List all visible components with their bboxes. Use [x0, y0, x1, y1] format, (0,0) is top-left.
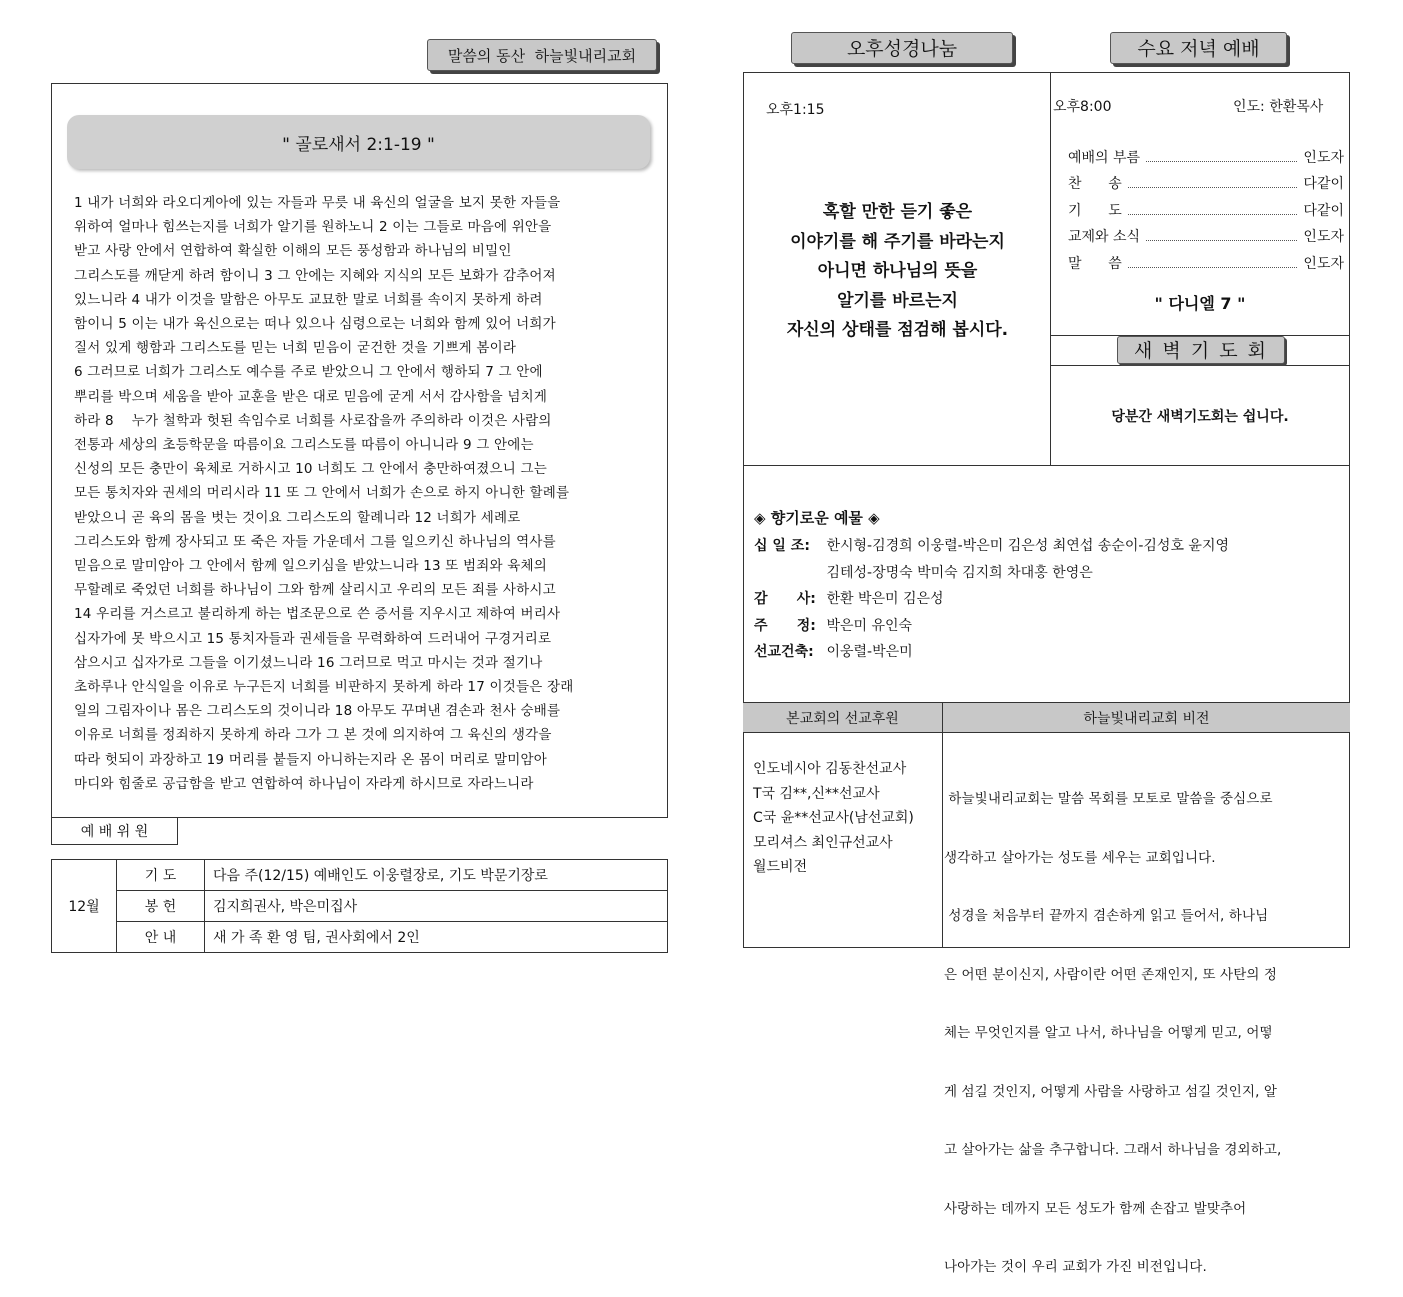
leader-dots [1128, 187, 1298, 188]
scripture-title: " 골로새서 2:1-19 " [282, 134, 435, 155]
table-row [52, 860, 668, 891]
offering-label: 선교건축: [754, 644, 814, 660]
order-who: 인도자 [1303, 229, 1344, 245]
duty-role: 안 내 [117, 922, 205, 953]
list-item: 모리셔스 최인규선교사 [753, 834, 893, 851]
message-line: 알기를 바르는지 [837, 290, 958, 311]
vision-line: 게 섬길 것인지, 어떻게 사람을 사랑하고 섬길 것인지, 알 [944, 1083, 1278, 1100]
order-label: 말 씀 [1068, 255, 1122, 272]
order-label: 찬 송 [1068, 176, 1122, 192]
leader-dots [1146, 240, 1297, 241]
order-item [1068, 140, 1344, 167]
dawn-prayer-label [1117, 336, 1285, 364]
offering-names: 한시형-김경희 이웅렬-박은미 김은성 최연섭 송순이-김성호 윤지영 [826, 538, 1230, 554]
afternoon-bible-label [791, 32, 1013, 64]
order-who: 인도자 [1303, 149, 1344, 166]
offering-row [754, 613, 1344, 640]
list-item: C국 윤**선교사(남선교회) [753, 810, 914, 826]
dawn-divider-bottom [1050, 365, 1350, 366]
offering-list [754, 533, 1344, 666]
church-banner-text: 말씀의 동산 하늘빛내리교회 [447, 47, 637, 65]
scripture-line: 받았으니 곧 육의 몸을 벗는 것이요 그리스도의 할례니라 12 너희가 세례로 [74, 509, 521, 526]
offering-names: 이웅렬-박은미 [826, 644, 913, 660]
duty-label-text: 예 배 위 원 [80, 824, 149, 840]
scripture-line: 14 우리를 거스르고 불리하게 하는 법조문으로 쓴 증서를 지우시고 제하여 버리사 [74, 606, 561, 623]
order-who: 다같이 [1303, 176, 1344, 192]
scripture-line: 십자가에 못 박으시고 15 통치자들과 권세들을 무력화하여 드러내어 구경거리로 [74, 630, 552, 647]
vision-line: 체는 무엇인지를 알고 나서, 하나님을 어떻게 믿고, 어떻 [944, 1025, 1273, 1041]
list-item: 인도네시아 김동찬선교사 [753, 761, 907, 777]
offering-label: 십 일 조: [754, 538, 810, 554]
church-banner [427, 39, 657, 71]
dawn-prayer-label-text: 새 벽 기 도 회 [1134, 340, 1268, 362]
scripture-line: 위하여 얼마나 힘쓰는지를 너희가 알기를 원하노니 2 이는 그들로 마음에 위안을 [74, 219, 552, 236]
vision-line: 생각하고 살아가는 성도를 세우는 교회입니다. [944, 849, 1216, 866]
vision-line: 사랑하는 데까지 모든 성도가 함께 손잡고 발맞추어 [944, 1200, 1247, 1217]
mission-list [753, 757, 914, 880]
leader-dots [1128, 214, 1298, 215]
scripture-line: 초하루나 안식일을 이유로 누구든지 너희를 비판하지 못하게 하라 17 이것들은 장래 [74, 679, 574, 696]
duty-label [51, 817, 178, 845]
order-of-service [1068, 140, 1344, 273]
scripture-title-bar [67, 115, 650, 169]
offering-label: 감 사: [754, 591, 816, 607]
scripture-line: 전통과 세상의 초등학문을 따름이요 그리스도를 따름이 아니니라 9 그 안에는 [74, 437, 534, 454]
scripture-line: 질서 있게 행함과 그리스도를 믿는 너희 믿음이 굳건한 것을 기쁘게 봄이라 [74, 340, 517, 357]
leader-dots [1128, 267, 1298, 268]
message-line: 이야기를 해 주기를 바라는지 [790, 231, 1005, 252]
vision-line: 나아가는 것이 우리 교회가 가진 비전입니다. [944, 1259, 1207, 1275]
offering-row [754, 560, 1344, 587]
scripture-line: 있느니라 4 내가 이것을 말함은 아무도 교묘한 말로 너희를 속이지 못하게 하려 [74, 291, 543, 308]
scripture-line: 마디와 힘줄로 공급함을 받고 연합하여 하나님이 자라게 하시므로 자라느니라 [74, 775, 534, 792]
offering-label: 주 정: [754, 617, 816, 634]
scripture-line: 함이니 5 이는 내가 육신으로는 떠나 있으나 심령으로는 너희와 함께 있어 너희가 [74, 316, 556, 333]
scripture-line: 신성의 모든 충만이 육체로 거하시고 10 너희도 그 안에서 충만하여졌으니 그는 [74, 461, 547, 478]
offering-row [754, 639, 1344, 666]
order-who: 다같이 [1303, 202, 1344, 219]
vision-line: 하늘빛내리교회는 말씀 목회를 모토로 말씀을 중심으로 [944, 791, 1273, 807]
scripture-line: 무할례로 죽었던 너희를 하나님이 그와 함께 살리시고 우리의 모든 죄를 사하시고 [74, 582, 556, 599]
evening-time: 오후8:00 [1053, 99, 1112, 115]
order-item [1068, 220, 1344, 247]
duty-table [51, 859, 668, 953]
evening-leader: 인도: 한환목사 [1233, 99, 1324, 115]
table-row [52, 922, 668, 953]
vision-line: 고 살아가는 삶을 추구합니다. 그래서 하나님을 경외하고, [944, 1142, 1282, 1158]
scripture-line: 6 그러므로 너희가 그리스도 예수를 주로 받았으니 그 안에서 행하되 7 그 안에 [74, 364, 543, 381]
scripture-line: 하라 8 누가 철학과 헛된 속임수로 너희를 사로잡을까 주의하라 이것은 사람의 [74, 412, 552, 429]
offering-names: 박은미 유인숙 [826, 617, 913, 634]
mission-header: 본교회의 선교후원 [786, 711, 899, 727]
scripture-line: 그리스도를 깨닫게 하려 함이니 3 그 안에는 지혜와 지식의 모든 보화가 감추어져 [74, 267, 556, 284]
order-item [1068, 167, 1344, 194]
wednesday-service-label [1110, 32, 1287, 64]
order-item [1068, 193, 1344, 220]
order-who: 인도자 [1303, 255, 1344, 272]
scripture-line: 이유로 너희를 정죄하지 못하게 하라 그가 그 본 것에 의지하여 그 육신의 생각을 [74, 727, 552, 744]
offering-row [754, 533, 1344, 560]
duty-role: 봉 헌 [117, 891, 205, 922]
order-label: 예배의 부름 [1068, 149, 1141, 166]
afternoon-bible-label-text: 오후성경나눔 [846, 38, 958, 60]
scripture-line: 받고 사랑 안에서 연합하여 확실한 이해의 모든 풍성함과 하나님의 비밀인 [74, 243, 512, 260]
message-line: 자신의 상태를 점검해 봅시다. [786, 320, 1009, 340]
duty-detail: 다음 주(12/15) 예배인도 이웅렬장로, 기도 박문기장로 [205, 860, 668, 891]
vision-header: 하늘빛내리교회 비전 [1083, 711, 1210, 727]
dawn-notice: 당분간 새벽기도회는 쉽니다. [1111, 409, 1289, 425]
vision-line: 성경을 처음부터 끝까지 겸손하게 읽고 들어서, 하나님 [944, 908, 1269, 924]
order-label: 교제와 소식 [1068, 229, 1141, 245]
duty-month: 12월 [52, 860, 117, 953]
table-row [52, 891, 668, 922]
leader-dots [1146, 161, 1297, 162]
vision-line: 은 어떤 분이신지, 사람이란 어떤 존재인지, 또 사탄의 정 [944, 966, 1278, 983]
order-item [1068, 246, 1344, 273]
afternoon-message [745, 198, 1050, 346]
message-line: 아니면 하나님의 뜻을 [817, 261, 978, 281]
offering-row [754, 586, 1344, 613]
mission-vision-divider [942, 702, 943, 948]
wednesday-service-label-text: 수요 저녁 예배 [1137, 38, 1260, 60]
list-item: 월드비전 [753, 859, 808, 875]
duty-detail: 새 가 족 환 영 팀, 권사회에서 2인 [205, 922, 668, 953]
offering-names: 한환 박은미 김은성 [826, 591, 944, 607]
offering-names: 김테성-장명숙 박미숙 김지희 차대홍 한영은 [826, 564, 1093, 581]
list-item: T국 김**,신**선교사 [753, 785, 880, 802]
duty-role: 기 도 [117, 860, 205, 891]
scripture-line: 따라 헛되이 과장하고 19 머리를 붙들지 아니하는지라 온 몸이 머리로 말미암아 [74, 751, 547, 768]
scripture-line: 삼으시고 십자가로 그들을 이기셨느니라 16 그러므로 먹고 마시는 것과 절기나 [74, 654, 543, 671]
scripture-line: 일의 그림자이나 몸은 그리스도의 것이니라 18 아무도 꾸며낸 겸손과 천사 숭배를 [74, 703, 561, 720]
offering-title: ◈ 향기로운 예물 ◈ [754, 509, 880, 527]
scripture-line: 그리스도와 함께 장사되고 또 죽은 자들 가운데서 그를 일으키신 하나님의 역사를 [74, 533, 556, 550]
scripture-line: 믿음으로 말미암아 그 안에서 함께 일으키심을 받았느니라 13 또 범죄와 육체의 [74, 558, 547, 575]
scripture-line: 모든 통치자와 권세의 머리시라 11 또 그 안에서 너희가 손으로 하지 아니한 할례를 [74, 485, 570, 502]
scripture-line: 뿌리를 박으며 세움을 받아 교훈을 받은 대로 믿음에 굳게 서서 감사함을 넘치게 [74, 388, 548, 405]
sermon-title: " 다니엘 7 " [1154, 294, 1246, 313]
order-label: 기 도 [1068, 202, 1122, 219]
scripture-line: 1 내가 너희와 라오디게아에 있는 자들과 무릇 내 육신의 얼굴을 보지 못한 자들을 [74, 195, 561, 211]
scripture-text [74, 191, 664, 796]
vision-text [944, 751, 1348, 1297]
afternoon-time: 오후1:15 [766, 102, 825, 118]
duty-detail: 김지희권사, 박은미집사 [205, 891, 668, 922]
message-line: 혹할 만한 듣기 좋은 [822, 202, 973, 222]
top-section-divider [743, 465, 1350, 466]
